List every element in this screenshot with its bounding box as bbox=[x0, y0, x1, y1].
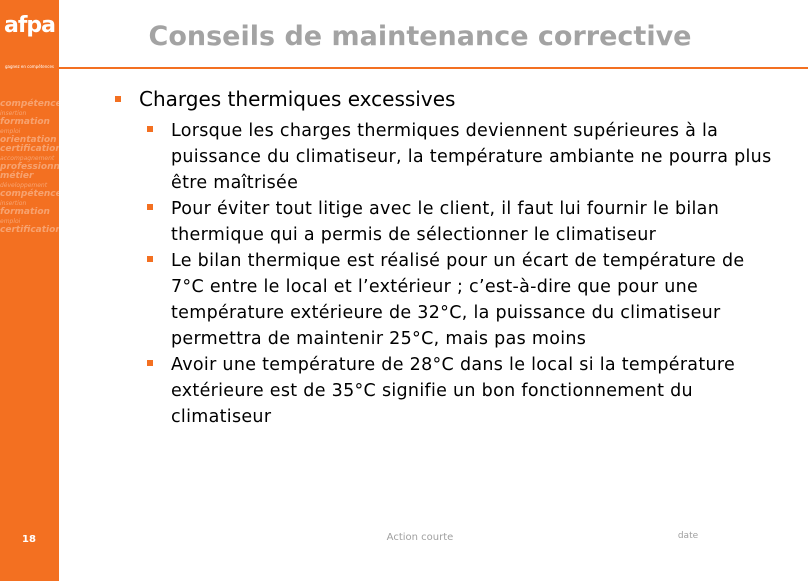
page-number: 18 bbox=[22, 534, 36, 545]
title-divider bbox=[59, 67, 808, 69]
watermark-word: métier bbox=[0, 171, 34, 181]
list-item bbox=[115, 118, 775, 196]
brand-sidebar bbox=[0, 0, 70, 581]
square-bullet-icon bbox=[147, 360, 153, 366]
slide-body bbox=[115, 86, 775, 430]
sidebar-watermark bbox=[0, 99, 70, 235]
logo-text: afpa bbox=[4, 13, 56, 38]
watermark-word: formation bbox=[0, 117, 50, 127]
bullet-heading-text: Charges thermiques excessives bbox=[139, 87, 456, 111]
watermark-word: certification bbox=[0, 225, 62, 235]
watermark-word: certification bbox=[0, 144, 62, 154]
watermark-word: compétences bbox=[0, 189, 68, 199]
watermark-word: accompagnement bbox=[0, 155, 55, 162]
afpa-logo bbox=[4, 14, 55, 70]
footer-label: Action courte bbox=[386, 532, 454, 543]
list-item-text: Lorsque les charges thermiques deviennent supérieures à la puissance du climatiseur, la température ambiante ne pourra plus être maîtrisée bbox=[171, 121, 772, 193]
watermark-word: orientation bbox=[0, 135, 57, 145]
watermark-word: emploi bbox=[0, 128, 21, 135]
watermark-word: insertion bbox=[0, 200, 27, 207]
watermark-word: développement bbox=[0, 182, 48, 189]
square-bullet-icon bbox=[147, 126, 153, 132]
watermark-word: formation bbox=[0, 207, 50, 217]
list-item-text: Avoir une température de 28°C dans le local si la température extérieure est de 35°C signifie un bon fonctionnement du climatiseur bbox=[171, 355, 736, 427]
list-item-text: Le bilan thermique est réalisé pour un écart de température de 7°C entre le local et l’extérieur ; c’est-à-dire que pour une température extérieure de 32°C, la puissance du climatiseur permettra de maintenir 25°C, mais pas moins bbox=[171, 251, 745, 349]
list-item bbox=[115, 352, 775, 430]
square-bullet-icon bbox=[147, 204, 153, 210]
square-bullet-icon bbox=[115, 96, 121, 102]
footer-date: date bbox=[677, 531, 699, 541]
watermark-word: emploi bbox=[0, 218, 21, 225]
bullet-heading bbox=[115, 86, 775, 112]
list-item-text: Pour éviter tout litige avec le client, il faut lui fournir le bilan thermique qui a permis de sélectionner le climatiseur bbox=[171, 199, 720, 245]
watermark-word: professionnel bbox=[0, 162, 70, 172]
list-item bbox=[115, 196, 775, 248]
logo-tagline: gagnez en compétences bbox=[4, 64, 54, 69]
watermark-word: insertion bbox=[0, 110, 27, 117]
square-bullet-icon bbox=[147, 256, 153, 262]
slide-title: Conseils de maintenance corrective bbox=[148, 21, 692, 52]
watermark-word: compétences bbox=[0, 99, 68, 109]
list-item bbox=[115, 248, 775, 352]
